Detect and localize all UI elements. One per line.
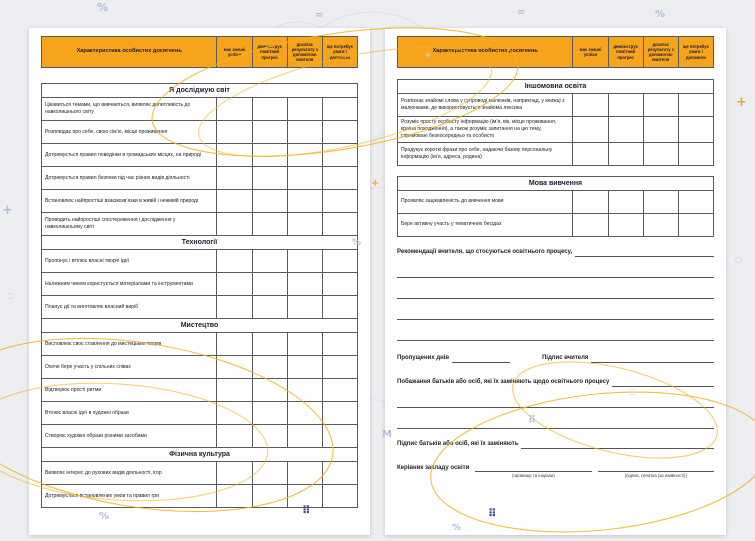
mark-cell[interactable] [252,462,287,485]
characteristics-column-header: Характеристика особистих досягнень [42,37,217,68]
mark-cell[interactable] [573,117,608,143]
mark-cell[interactable] [252,425,287,448]
mark-column-header: демонструє помітний прогрес [252,37,287,68]
section-title: Я досліджую світ [42,84,358,98]
mark-cell[interactable] [287,402,322,425]
write-in-line[interactable] [397,320,714,341]
mark-cell[interactable] [287,462,322,485]
criterion-row [42,485,358,508]
criterion-row [42,167,358,190]
mark-cell[interactable] [252,333,287,356]
mark-cell[interactable] [217,296,252,319]
recommendations-row [397,249,714,257]
mark-cell[interactable] [287,485,322,508]
parents-signature-line[interactable] [521,441,714,449]
percent-icon: % [99,511,110,522]
left-page-content [29,28,370,518]
teacher-signature-line[interactable] [591,355,714,363]
mark-cell[interactable] [643,94,678,117]
mark-cell[interactable] [573,142,608,165]
mark-cell[interactable] [252,356,287,379]
mark-cell[interactable] [287,144,322,167]
criterion-row [42,356,358,379]
mark-cell[interactable] [287,190,322,213]
section-title-row [42,319,358,333]
mark-column-header: ще потребує уваги і допомоги [322,37,357,68]
mark-cell[interactable] [217,121,252,144]
mark-cell[interactable] [322,250,357,273]
mark-cell[interactable] [217,379,252,402]
mark-cell[interactable] [217,144,252,167]
criterion-row [42,296,358,319]
mark-cell[interactable] [217,333,252,356]
mark-cell[interactable] [573,190,608,213]
mark-cell[interactable] [217,425,252,448]
mark-cell[interactable] [608,142,643,165]
mark-cell[interactable] [217,213,252,236]
mark-cell[interactable] [252,296,287,319]
criterion-row [42,144,358,167]
mark-cell[interactable] [252,379,287,402]
section-title: Іншомовна освіта [398,80,714,94]
mark-cell[interactable] [322,213,357,236]
mark-cell[interactable] [322,190,357,213]
criterion-row [398,213,714,236]
criterion-label: Втілює власні ідеї в художні образи [42,402,217,425]
mark-cell[interactable] [322,485,357,508]
criterion-row [42,425,358,448]
criterion-row [42,273,358,296]
criterion-row [42,402,358,425]
missed-days-line[interactable] [452,355,510,363]
criterion-row [398,190,714,213]
mark-cell[interactable] [217,356,252,379]
left-page [29,28,370,535]
mark-cell[interactable] [678,117,713,143]
mark-cell[interactable] [322,273,357,296]
dots-grid-icon: ⠿ [488,507,497,520]
section-title: Фізична культура [42,448,358,462]
criterion-row [42,333,358,356]
criterion-label: Дотримується встановлених умов та правил гри [42,485,217,508]
assessment-header-row [398,37,714,68]
mark-cell[interactable] [252,98,287,121]
mark-cell[interactable] [678,94,713,117]
mark-cell[interactable] [678,213,713,236]
mark-cell[interactable] [287,379,322,402]
mark-column-header: має значні успіхи [573,37,608,68]
mark-cell[interactable] [643,213,678,236]
left-assessment-header-table [41,36,358,68]
criterion-row [398,117,714,143]
mark-cell[interactable] [217,250,252,273]
criterion-label: Створює художні образи різними засобами [42,425,217,448]
mark-cell[interactable] [252,213,287,236]
mark-cell[interactable] [643,142,678,165]
criterion-label: Бере активну участь у тематичних бесідах [398,213,573,236]
mark-cell[interactable] [252,485,287,508]
mark-cell[interactable] [608,94,643,117]
left-assessment-table [41,83,358,508]
mark-cell[interactable] [217,273,252,296]
characteristics-column-header: Характеристика особистих досягнень [398,37,573,68]
criterion-label: Висловлює своє ставлення до мистецьких творів [42,333,217,356]
plus-icon: + [424,51,432,61]
criterion-row [42,121,358,144]
circle-icon: ○ [629,387,636,396]
mark-column-header: ще потребує уваги і допомоги [678,37,713,68]
assessment-header-row [42,37,358,68]
right-page [385,28,726,535]
mark-cell[interactable] [608,213,643,236]
mark-cell[interactable] [643,117,678,143]
mark-cell[interactable] [287,356,322,379]
mark-cell[interactable] [322,402,357,425]
criterion-label: Розуміє просту особисту інформацію (ім’я, вік, місце проживання, країна походження), а також розуміє запитання на цю тему, спрямовані безпосередньо та особисто [398,117,573,143]
mark-cell[interactable] [678,142,713,165]
criterion-label: Пропонує і втілює власні творчі ідеї [42,250,217,273]
mark-cell[interactable] [252,273,287,296]
mark-cell[interactable] [287,333,322,356]
mark-cell[interactable] [573,94,608,117]
mark-cell[interactable] [217,190,252,213]
mark-cell[interactable] [252,250,287,273]
principal-signature-note: (підпис, печатка (за наявності)) [624,472,687,478]
foreign-language-table [397,79,714,166]
missed-days-signature-row [397,355,714,363]
mark-cell[interactable] [252,190,287,213]
principal-name-note: (прізвище та ініціали) [512,472,555,478]
principal-signature-block [598,462,714,478]
studied-language-table [397,176,714,237]
mark-cell[interactable] [287,121,322,144]
section-title-row [42,448,358,462]
plus-icon: + [371,178,380,189]
section-title-row [398,176,714,190]
criterion-label: Встановлює найпростіші взаємозв’язки в живій і неживій природі [42,190,217,213]
percent-icon: % [655,9,666,20]
section-title-row [398,80,714,94]
criterion-row [42,462,358,485]
dots-grid-icon: ⠿ [302,504,311,517]
section-title: Мистецтво [42,319,358,333]
mark-cell[interactable] [217,98,252,121]
criterion-label: Продукує короткі фрази про себе, надаючи базову персональну інформацію (ім’я, адреса, родина) [398,142,573,165]
mark-column-header: досягає результату з допомогою вчителя [643,37,678,68]
plus-icon: + [736,95,747,110]
dots-grid-icon: ⠿ [528,415,536,426]
parents-signature-label: Підпис батьків або осіб, які їх заміняють [397,441,519,448]
parents-wishes-line[interactable] [612,379,714,387]
principal-label: Керівник закладу освіти [397,464,470,471]
mark-cell[interactable] [252,121,287,144]
mark-cell[interactable] [322,379,357,402]
mark-cell[interactable] [608,190,643,213]
criterion-row [42,213,358,236]
criterion-label: Належним чином користується матеріалами та інструментами [42,273,217,296]
mark-cell[interactable] [252,144,287,167]
criterion-label: Виявляє інтерес до рухових видів діяльності, ігор [42,462,217,485]
criterion-label: Охоче бере участь у спільних співах [42,356,217,379]
mark-cell[interactable] [322,167,357,190]
mark-cell[interactable] [322,144,357,167]
mark-cell[interactable] [322,425,357,448]
criterion-row [398,94,714,117]
mark-cell[interactable] [322,121,357,144]
mark-cell[interactable] [217,167,252,190]
criterion-label: Планує дії та виготовляє власний виріб [42,296,217,319]
criterion-row [42,379,358,402]
mark-column-header: має значні успіхи [217,37,252,68]
mark-cell[interactable] [322,296,357,319]
mark-cell[interactable] [287,296,322,319]
criterion-label: Проводить найпростіші спостереження і дослідження у навколишньому світі [42,213,217,236]
mark-cell[interactable] [217,485,252,508]
criterion-label: Відтворює прості ритми [42,379,217,402]
criterion-label: Розповідає про себе, свою сім’ю, місце проживання [42,121,217,144]
mark-cell[interactable] [252,402,287,425]
mark-cell[interactable] [287,213,322,236]
criterion-row [398,142,714,165]
section-title: Технології [42,236,358,250]
teacher-signature-label: Підпис вчителя [542,355,589,362]
mark-cell[interactable] [573,213,608,236]
write-in-line[interactable] [397,257,714,278]
circle-icon: ○ [7,291,14,300]
section-title: Мова вивчення [398,176,714,190]
section-title-row [42,236,358,250]
mark-cell[interactable] [608,117,643,143]
write-in-line[interactable] [397,408,714,429]
equals-icon: = [517,7,526,18]
criterion-label: Розпізнає знайомі слова у супроводі малюнків, наприклад, у книжці з малюнками, де використовується знайома лексика [398,94,573,117]
mark-cell[interactable] [287,98,322,121]
write-in-line[interactable] [397,299,714,320]
criterion-row [42,190,358,213]
letter-m-icon: M [382,429,392,440]
equals-icon: = [315,10,324,21]
mark-cell[interactable] [217,462,252,485]
mark-cell[interactable] [322,356,357,379]
section-title-row [42,84,358,98]
right-page-content [385,28,726,488]
principal-signature-line[interactable] [598,462,714,472]
percent-icon: % [97,1,109,14]
mark-cell[interactable] [322,333,357,356]
principal-name-line[interactable] [475,462,591,472]
missed-days-label: Пропущених днів [397,355,450,362]
criterion-label: Дотримується правил безпеки під час різних видів діяльності [42,167,217,190]
parents-signature-row [397,441,714,449]
criterion-label: Цікавиться темами, що вивчаються, виявляє допитливість до навколишнього світу [42,98,217,121]
mark-cell[interactable] [322,98,357,121]
percent-icon: % [352,238,362,248]
plus-icon: + [2,203,13,218]
mark-cell[interactable] [252,167,287,190]
parents-wishes-label: Побажання батьків або осіб, які їх заміняють щодо освітнього процесу [397,379,610,386]
mark-cell[interactable] [217,402,252,425]
criterion-row [42,250,358,273]
mark-column-header: демонструє помітний прогрес [608,37,643,68]
principal-row [397,462,714,478]
criterion-row [42,98,358,121]
mark-cell[interactable] [287,250,322,273]
write-in-line[interactable] [397,278,714,299]
mark-cell[interactable] [678,190,713,213]
write-in-line[interactable] [397,387,714,408]
notes-area [397,249,714,478]
mark-cell[interactable] [643,190,678,213]
right-assessment-header-table [397,36,714,68]
circle-icon: ○ [735,255,742,264]
criterion-label: Проявляє зацікавленість до вивчення мови [398,190,573,213]
criterion-label: Дотримується правил поведінки в громадських місцях, на природі [42,144,217,167]
mark-cell[interactable] [322,462,357,485]
parents-wishes-row [397,379,714,387]
mark-cell[interactable] [287,167,322,190]
percent-icon: % [452,523,462,533]
mark-cell[interactable] [287,273,322,296]
recommendations-label: Рекомендації вчителя, що стосуються освітнього процесу, [397,249,573,256]
mark-column-header: досягає результату з допомогою вчителя [287,37,322,68]
principal-name-block [475,462,591,478]
mark-cell[interactable] [287,425,322,448]
recommendations-line[interactable] [575,249,714,257]
